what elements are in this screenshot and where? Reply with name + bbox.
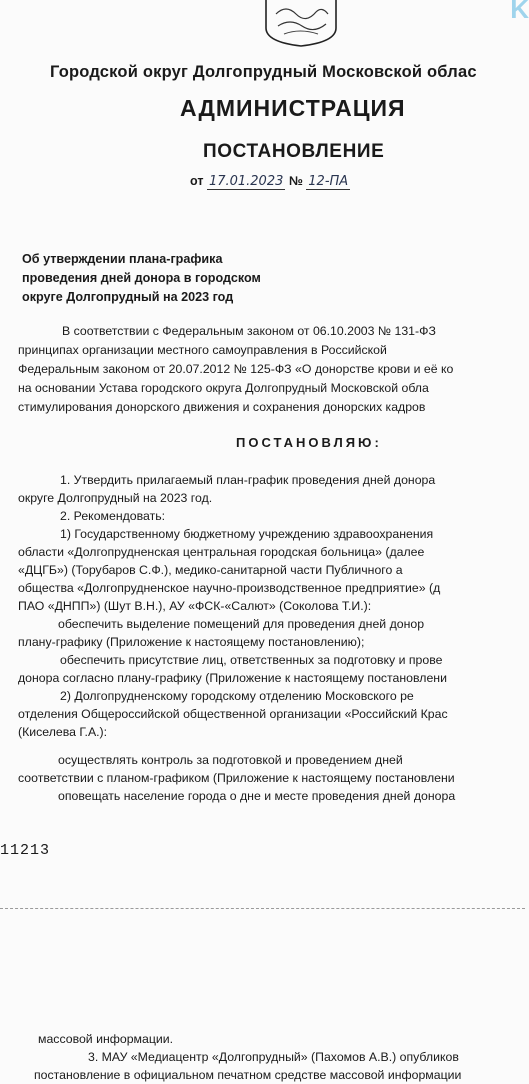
body-line: 2) Долгопрудненскому городскому отделению Московского ре xyxy=(60,689,414,703)
registration-stamp: 11213 xyxy=(0,842,51,859)
body-line: обеспечить присутствие лиц, ответственных за подготовку и прове xyxy=(60,653,443,667)
body-line: плану-графику (Приложение к настоящему постановлению); xyxy=(18,635,365,649)
handwritten-date: 17.01.2023 xyxy=(208,174,284,189)
body-line: осуществлять контроль за подготовкой и проведением дней xyxy=(58,753,403,767)
body-line: 2. Рекомендовать: xyxy=(60,509,166,523)
number-prefix: № xyxy=(288,174,303,188)
body-line: области «Долгопрудненская центральная городская больница» (далее xyxy=(18,545,425,559)
body-line: 1. Утвердить прилагаемый план-график проведения дней донора xyxy=(60,473,436,487)
body-line: донора согласно плану-графику (Приложение к настоящему постановлени xyxy=(18,671,447,685)
body-line: округе Долгопрудный на 2023 год. xyxy=(18,491,213,505)
page2-line: 3. МАУ «Медиацентр «Долгопрудный» (Пахомов А.В.) опубликов xyxy=(88,1050,459,1064)
page-divider xyxy=(0,908,525,909)
subject-line: округе Долгопрудный на 2023 год xyxy=(22,290,234,304)
org-name: Городской округ Долгопрудный Московской облас xyxy=(50,63,477,81)
date-line xyxy=(190,174,350,189)
subject-line: Об утверждении плана-графика xyxy=(22,252,223,266)
subject-block xyxy=(22,250,261,307)
resolve-heading: ПОСТАНОВЛЯЮ: xyxy=(236,435,382,450)
body-line: (Киселева Г.А.): xyxy=(18,725,108,739)
page2-line: постановление в официальном печатном средстве массовой информации xyxy=(34,1068,462,1082)
watermark-text: K xyxy=(510,0,529,24)
coat-of-arms-icon xyxy=(262,0,340,46)
date-prefix: от xyxy=(190,174,204,188)
preamble-line: стимулирования донорского движения и сохранения донорских кадров xyxy=(18,400,426,414)
subject-line: проведения дней донора в городском xyxy=(22,271,261,285)
body-line: обеспечить выделение помещений для проведения дней донор xyxy=(58,617,425,631)
handwritten-number: 12-ПА xyxy=(308,174,349,189)
admin-title: АДМИНИСТРАЦИЯ xyxy=(180,95,406,121)
body-line: 1) Государственному бюджетному учреждению здравоохранения xyxy=(60,527,434,541)
decree-title: ПОСТАНОВЛЕНИЕ xyxy=(203,141,385,162)
body-line: соответствии с планом-графиком (Приложение к настоящему постановлени xyxy=(18,771,455,785)
page2-line: массовой информации. xyxy=(38,1032,174,1046)
preamble-line: на основании Устава городского округа Долгопрудный Московской обла xyxy=(18,381,429,395)
preamble-line: Федеральным законом от 20.07.2012 № 125-ФЗ «О донорстве крови и её ко xyxy=(18,362,454,376)
body-line: общества «Долгопрудненское научно-производственное предприятие» (д xyxy=(18,581,441,595)
body-line: ПАО «ДНПП») (Шут В.Н.), АУ «ФСК-«Салют» (Соколова Т.И.): xyxy=(18,599,372,613)
body-line: «ДЦГБ») (Торубаров С.Ф.), медико-санитарной части Публичного а xyxy=(18,563,403,577)
preamble-line: принципах организации местного самоуправления в Российской xyxy=(18,343,387,357)
preamble-line: В соответствии с Федеральным законом от 06.10.2003 № 131-ФЗ xyxy=(62,324,436,338)
body-line: отделения Общероссийской общественной организации «Российский Крас xyxy=(18,707,448,721)
body-line: оповещать население города о дне и месте проведения дней донора xyxy=(58,789,456,803)
